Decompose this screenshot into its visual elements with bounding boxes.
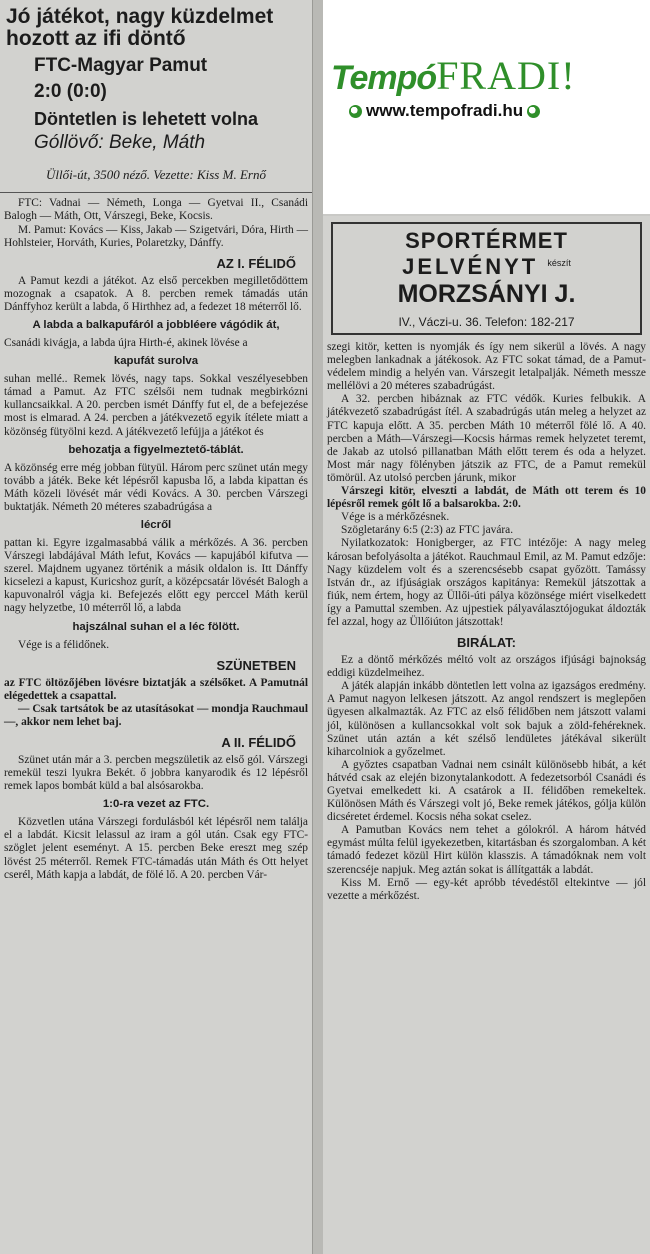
section-half1-heading: AZ I. FÉLIDŐ — [216, 255, 296, 271]
headline-subtitle: Döntetlen is lehetett volna — [34, 108, 259, 129]
headline-score: 2:0 (0:0) — [34, 81, 107, 103]
ad-line-2 — [337, 254, 636, 280]
right-paragraph-3: Várszegi kitör, elveszti a labdát, de Máth ott terem és 10 lépésről remek gólt lő a balsarokba. 2:0. — [327, 485, 646, 511]
right-paragraph-5: Szögletarány 6:5 (2:3) az FTC javára. — [341, 524, 514, 537]
venue-line: Üllői-út, 3500 néző. Vezette: Kiss M. Ernő — [46, 166, 266, 182]
review-heading: BIRÁLAT: — [457, 635, 516, 651]
review-paragraph-5: Kiss M. Ernő — egy-két apróbb tévedéstől eltekintve — jól vezette a mérkőzést. — [327, 876, 646, 902]
break-paragraph-2: — Csak tartsátok be az utasításokat — mondja Rauchmaul —, akkor nem lehet baj. — [4, 702, 308, 728]
right-paragraph-6: Nyilatkozatok: Honigberger, az FTC intézője: A nagy meleg károsan befolyásolta a játékot. Rauchmaul Emil, az M. Pamut edzője: Nagy küzdelem volt és a szerencsésebb csapat győzött. Tamássy István dr., az ifjúságiak országos kapitánya: Remekül játszottak a fiúk, nem értem, hogy az Üllői-úti pálya közönsége miért viselkedett így a Pamuttal szemben. Az ujpestiek pályaválasztójogukat áldozták fel azzal, hogy az Üllőiúton játszottak! — [327, 537, 646, 628]
break-paragraph-1: az FTC öltözőjében lövésre biztatják a szélsőket. A Pamutnál elégedettek a csapattal. — [4, 676, 308, 702]
half1-highlight-5: hajszálnal suhan el a léc fölött. — [72, 620, 240, 633]
lineup-pamut: M. Pamut: Kovács — Kiss, Jakab — Szigetvári, Dóra, Hirth — Hohlsteier, Horváth, Kuries, Polaretzky, Dánffy. — [4, 223, 308, 249]
half1-highlight-3: behozatja a figyelmeztető-táblát. — [68, 443, 244, 456]
right-paragraph-4: Vége is a mérkőzésnek. — [341, 511, 450, 524]
half2-paragraph-2: Közvetlen utána Várszegi fordulásból két lépésről nem találja el a labdát. Kicsit lelassul az iram a gól után. Csak egy FTC-szöglet jelent eseményt. A 15. percben Beke ereszt meg szép lövést 25 méterről. Remek FTC-támadás után Máth és Ott helyet cserél, Máth kapja a labdát, de fölé lő. A 20. percben Vár- — [4, 816, 308, 881]
logo-fradi: FRADI! — [436, 53, 576, 98]
half1-paragraph-4: A közönség erre még jobban fütyül. Három perc szünet után megy tovább a játék. Beke két lépésről kapusba lő, a labda kipattan és Máth közeli lövését már védi Kovács. A 30. percben Várszegi buktatják. Németh 20 méteres szabadrúgása a — [4, 461, 308, 513]
half1-paragraph-2: Csanádi kivágja, a labda újra Hirth-é, akinek lövése a — [4, 337, 248, 350]
ad-line-3: MORZSÁNYI J. — [397, 280, 576, 308]
half1-highlight-4: lécről — [140, 518, 172, 531]
section-half2-heading: A II. FÉLIDŐ — [221, 735, 296, 751]
half1-highlight-2: kapufát surolva — [113, 355, 199, 368]
half2-highlight-1: 1:0-ra vezet az FTC. — [102, 798, 210, 811]
half1-highlight-1: A labda a balkapufáról a jobbléere vágódik át, — [32, 319, 280, 332]
logo-wordmark — [331, 52, 646, 96]
column-gutter — [313, 0, 323, 1254]
review-paragraph-4: A Pamutban Kovács nem tehet a gólokról. A három hátvéd egymást múlta felül igyekezetben, kitartásban és szorgalomban. A két támadó fedezet közül Hirt külön klasszis. A támadóknak nem volt szerencséje napjuk. Meg aztán sokat is állítgatták a labdát. — [327, 824, 646, 876]
logo-url-row — [345, 101, 645, 121]
headline-title: Jó játékot, nagy küzdelmet hozott az ifi döntő — [6, 5, 274, 51]
tempofradi-logo — [323, 0, 650, 214]
lineup-ftc: FTC: Vadnai — Németh, Longa — Gyetvai II., Csanádi Balogh — Máth, Ott, Várszegi, Beke, Kocsis. — [4, 197, 308, 223]
right-paragraph-2: A 32. percben hibáznak az FTC védők. Kuries felbukik. A játékvezető szabadrúgást ítél. A szabadrúgás után meleg a helyzet az FTC kapuja előtt. A 35. percben Máth 10 méterről fölé lő. A 40. percben a Máth—Várszegi—Kocsis hármas remek helyzetet teremt, de Jakab az utolsó pillanatban Máth előtt terem és oda a helyzet. Most már nagy fölényben játszik az FTC, de a Pamut remekül tömörül. Az utolsó percben járunk, mikor — [327, 393, 646, 484]
divider — [0, 192, 312, 193]
ad-line-2-main: JELVÉNYT — [402, 254, 539, 279]
right-paragraph-1: szegi kitör, ketten is nyomják és így nem sikerül a lövés. A nagy melegben lankadnak a játékosok. Az FTC sokat támad, de a Pamut-védelem mindig a helyén van. Várszegit letalpalják. Németh messze mellélövi a 20 méteres szabadrúgást. — [327, 341, 646, 393]
ad-line-1: SPORTÉRMET — [405, 228, 568, 253]
half1-paragraph-3: suhan mellé.. Remek lövés, nagy taps. Sokkal veszélyesebben támad a Pamut. Az FTC szélsői nem tudnak megbirkózni kullancsaikkal. A 20. percben ismét Dánffy fut el, de a befejezése most is elmarad. A 24. percben a játékvezető egyik ítélete miatt a közönség fütyölni kezd. A játékvezető lefújja a játékot és — [4, 373, 308, 438]
logo-url: www.tempofradi.hu — [366, 101, 524, 120]
left-column — [0, 0, 313, 1254]
half1-paragraph-6: Vége is a félidőnek. — [18, 638, 110, 651]
headline-scorers: Góllövő: Beke, Máth — [34, 131, 206, 153]
half2-paragraph-1: Szünet után már a 3. percben megszületik az első gól. Várszegi remekül teszi lyukra Bekét. ő jobbra kanyarodik és 12 lépésről remek lapos bombát küld a bal alsósarokba. — [4, 754, 308, 793]
review-paragraph-2: A játék alapján inkább döntetlen lett volna az igazságos eredmény. A Pamut nagyon lelkesen játszott. Az angol rendszert is meglepően ügyesen alkalmazták. Az FTC az első félidőben nem játszott valami jól, különösen a kullancsokkal volt sok bajuk a zöld-fehéreknek. Szünet után aztán a két szélső lendületes játékával sikerült kiharcolniok a győzelmet. — [327, 680, 646, 758]
section-break-heading: SZÜNETBEN — [216, 657, 296, 673]
ad-address: IV., Váczi-u. 36. Telefon: 182-217 — [398, 315, 575, 329]
advertisement-box — [331, 222, 642, 335]
football-icon — [527, 105, 540, 118]
half1-paragraph-1: A Pamut kezdi a játékot. Az első percekben megilletődöttem mozognak a csapatok. A 8. percben remek támadás után Dánffyhoz került a labda, ő Hirthhez ad, a fedezet 18 méterről lő. — [4, 274, 308, 313]
headline-match: FTC-Magyar Pamut — [34, 55, 208, 77]
football-icon — [349, 105, 362, 118]
half1-paragraph-5: pattan ki. Egyre izgalmasabbá válik a mérkőzés. A 36. percben Várszegi labdájával Máth lefut, Kovács — kapujából kifutva — szerel. Majdnem ugyanez történik a másik oldalon is. Itt Dánffy kicselezi a kapust, Kuricshoz gurít, a középcsatár lövését Balogh a kapuvonalról vágja ki. Befejezés előtt egy perccel Máth kerül nagy helyzetbe, 10 méterről lő, a labda — [4, 536, 308, 615]
right-column — [323, 216, 650, 1254]
review-paragraph-1: Ez a döntő mérkőzés méltó volt az országos ifjúsági bajnokság eddigi küzdelmeihez. — [327, 654, 646, 680]
review-paragraph-3: A győztes csapatban Vadnai nem csinált különösebb hibát, a két hátvéd csak az elején bizonytalankodott. A fedezetsorból Csanádi és Gyetvai emelkedett ki. A csatárok a II. félidőben remekeltek. Különösen Máth és Várszegi volt jó, Beke remek játékos, gólja külön dicséretet érdemel. Kocsis néha sokat cselez. — [327, 758, 646, 824]
logo-tempo: Tempó — [331, 59, 437, 97]
ad-line-2-small: készít — [547, 258, 571, 268]
